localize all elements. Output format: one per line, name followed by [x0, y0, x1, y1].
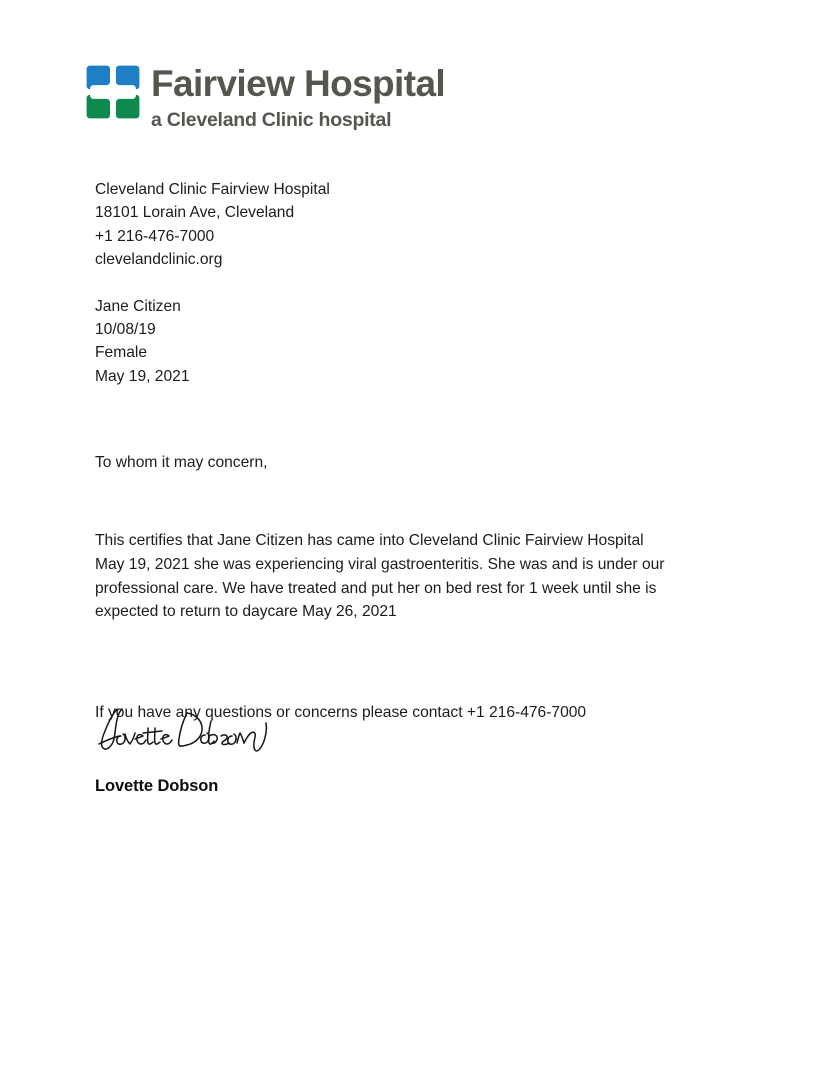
cleveland-clinic-logo-icon — [86, 65, 140, 119]
letterhead — [86, 62, 706, 132]
facility-phone: +1 216-476-7000 — [95, 227, 215, 245]
hospital-tagline: a Cleveland Clinic hospital — [151, 109, 392, 131]
spacer — [95, 490, 665, 514]
letter-date: May 19, 2021 — [95, 367, 190, 385]
wordmark-block — [151, 62, 445, 132]
facility-name: Cleveland Clinic Fairview Hospital — [95, 181, 330, 198]
facility-block — [95, 178, 665, 272]
patient-block — [95, 295, 665, 389]
spacer — [95, 272, 665, 295]
spacer — [95, 639, 665, 685]
facility-address: 18101 Lorain Ave, Cleveland — [95, 204, 295, 222]
patient-date-of-birth: 10/08/19 — [95, 321, 156, 339]
certification-paragraph: This certifies that Jane Citizen has came into Cleveland Clinic Fairview Hospital May 19, 2021 she was experiencing viral gastroenteritis. She was and is under our professional care. We have treated and put her on bed rest for 1 week until she is expected to return to daycare May 26, 2021 — [95, 532, 665, 621]
spacer — [95, 388, 665, 435]
patient-gender: Female — [95, 344, 147, 362]
facility-website: clevelandclinic.org — [95, 251, 223, 269]
contact-line: If you have any questions or concerns please contact +1 216-476-7000 — [95, 704, 587, 721]
handwritten-signature-icon — [95, 703, 270, 761]
signature-area — [95, 703, 495, 797]
signatory-printed-name: Lovette Dobson — [95, 777, 219, 795]
patient-name: Jane Citizen — [95, 297, 181, 315]
salutation: To whom it may concern, — [95, 453, 268, 471]
letter-content — [95, 178, 665, 740]
hospital-wordmark: Fairview Hospital — [151, 63, 446, 104]
logo-lockup — [86, 62, 706, 132]
